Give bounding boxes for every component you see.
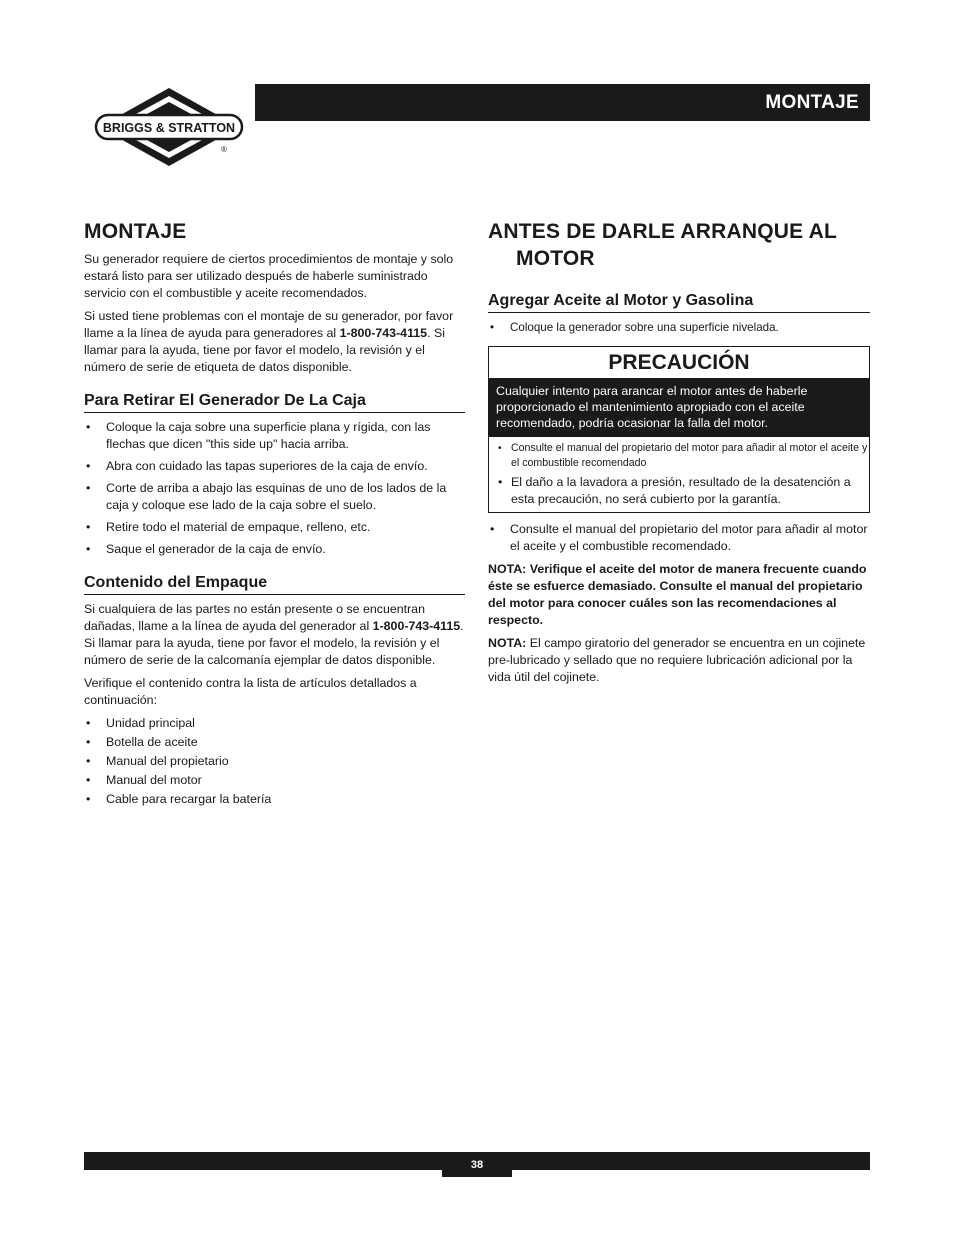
list-item: • Consulte el manual del propietario del motor para añadir al motor el aceite y el combustible recomendado. bbox=[488, 521, 870, 555]
contents-heading: Contenido del Empaque bbox=[84, 572, 465, 595]
logo-brand-name: BRIGGS & STRATTON bbox=[102, 121, 236, 135]
add-oil-list bbox=[488, 319, 870, 336]
list-item: • Abra con cuidado las tapas superiores de la caja de envío. bbox=[84, 458, 465, 475]
list-item: • Manual del propietario bbox=[84, 753, 465, 770]
helpline-phone: 1-800-743-4115 bbox=[339, 326, 428, 340]
contents-paragraph: Si cualquiera de las partes no están presente o se encuentran dañadas, llame a la línea de ayuda del generador al 1-800-743-4115. Si llamar para la ayuda, tiene por favor el modelo, la revisión y el número de serie de la calcomanía ejemplar de datos disponible. bbox=[84, 602, 464, 667]
montaje-helpline-paragraph: Si usted tiene problemas con el montaje de su generador, por favor llame a la línea de ayuda para generadores al 1-800-743-4115. Si llamar para la ayuda, tiene por favor el modelo, la revisión y el número de serie de etiqueta de datos disponible. bbox=[84, 309, 454, 374]
list-item: • Coloque la caja sobre una superficie plana y rígida, con las flechas que dicen "this side up" hacia arriba. bbox=[84, 419, 465, 453]
right-column bbox=[488, 218, 870, 692]
list-item: • Coloque la generador sobre una superficie nivelada. bbox=[488, 319, 870, 336]
list-item: • Botella de aceite bbox=[84, 734, 465, 751]
section-header-title: MONTAJE bbox=[765, 91, 859, 113]
contents-verify-paragraph: Verifique el contenido contra la lista de artículos detallados a continuación: bbox=[84, 676, 417, 707]
list-item: • Cable para recargar la batería bbox=[84, 791, 465, 808]
add-oil-heading: Agregar Aceite al Motor y Gasolina bbox=[488, 290, 870, 313]
logo-registered-mark: ® bbox=[221, 145, 227, 154]
contents-list bbox=[84, 715, 465, 808]
unpack-steps-list bbox=[84, 419, 465, 558]
list-item: • Manual del motor bbox=[84, 772, 465, 789]
montaje-intro-paragraph: Su generador requiere de ciertos procedimientos de montaje y solo estará listo para ser utilizado después de haberle suministrado servicio con el combustible y aceite recomendados. bbox=[84, 252, 454, 300]
caution-list bbox=[489, 441, 869, 508]
helpline-phone: 1-800-743-4115 bbox=[372, 619, 461, 633]
list-item: • El daño a la lavadora a presión, resultado de la desatención a esta precaución, no será cubierto por la garantía. bbox=[489, 474, 869, 508]
page-number: 38 bbox=[442, 1152, 512, 1177]
caution-box bbox=[488, 346, 870, 513]
before-starting-heading: ANTES DE DARLE ARRANQUE AL MOTOR bbox=[488, 220, 837, 270]
left-column bbox=[84, 218, 465, 814]
nota-oil-check: NOTA: Verifique el aceite del motor de manera frecuente cuando éste se esfuerce demasiado. Consulte el manual del propietario del motor para conocer cuáles son las recomendaciones al respecto. bbox=[488, 562, 867, 627]
caution-warning-text: Cualquier intento para arancar el motor antes de haberle proporcionado el mantenimiento apropiado con el aceite recomendado, podría ocasionar la falla del motor. bbox=[489, 378, 869, 437]
list-item: • Corte de arriba a abajo las esquinas de uno de los lados de la caja y coloque ese lado de la caja sobre el suelo. bbox=[84, 480, 465, 514]
list-item: • Consulte el manual del propietario del motor para añadir al motor el aceite y el combustible recomendado bbox=[489, 441, 869, 471]
section-header-bar bbox=[255, 84, 870, 121]
montaje-heading: MONTAJE bbox=[84, 220, 187, 243]
caution-title: PRECAUCIÓN bbox=[608, 351, 750, 374]
nota-bearing: NOTA: El campo giratorio del generador se encuentra en un cojinete pre-lubricado y sellado que no requiere lubricación adicional por la vida útil del cojinete. bbox=[488, 636, 866, 684]
briggs-stratton-logo bbox=[94, 86, 244, 168]
list-item: • Unidad principal bbox=[84, 715, 465, 732]
unpack-heading: Para Retirar El Generador De La Caja bbox=[84, 390, 465, 413]
list-item: • Retire todo el material de empaque, relleno, etc. bbox=[84, 519, 465, 536]
list-item: • Saque el generador de la caja de envío. bbox=[84, 541, 465, 558]
oil-manual-list bbox=[488, 521, 870, 555]
